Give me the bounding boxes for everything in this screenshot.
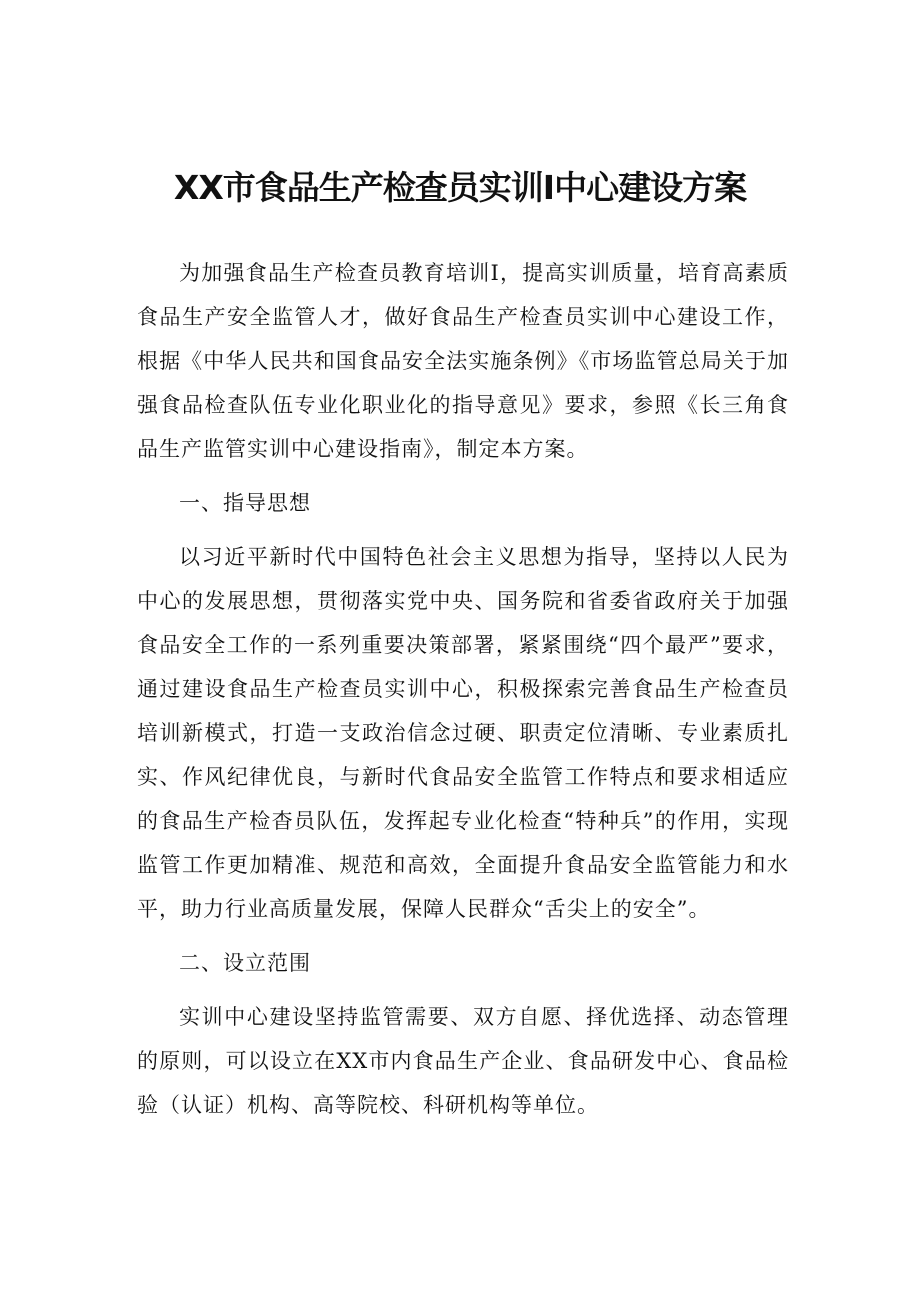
section-heading-guiding-ideology: 一、指导思想 [179,491,311,515]
section-heading-scope: 二、设立范围 [179,951,311,975]
document-body [137,251,789,1137]
document-title: XX市食品生产检查员实训I中心建设方案 [173,168,747,207]
scope-paragraph: 实训中心建设坚持监管需要、双方自愿、择优选择、动态管理的原则，可以设立在XX市内食品生产企业、食品研发中心、食品检验（认证）机构、高等院校、科研机构等单位。 [137,1005,789,1117]
guiding-ideology-paragraph: 以习近平新时代中国特色社会主义思想为指导，坚持以人民为中心的发展思想，贯彻落实党中央、国务院和省委省政府关于加强食品安全工作的一系列重要决策部署，紧紧围绕“四个最严”要求，通过建设食品生产检查员实训中心，积极探索完善食品生产检查员培训新模式，打造一支政治信念过硬、职责定位清晰、专业素质扎实、作风纪律优良，与新时代食品安全监管工作特点和要求相适应的食品生产检杳员队伍，发挥起专业化检查“特种兵”的作用，实现监管工作更加精准、规范和高效，全面提升食品安全监管能力和水平，助力行业高质量发展，保障人民群众“舌尖上的安全”。 [137,545,789,921]
intro-paragraph: 为加强食品生产检查员教育培训I，提高实训质量，培育高素质食品生产安全监管人才，做好食品生产检查员实训中心建设工作，根据《中华人民共和国食品安全法实施条例》《市场监管总局关于加强食品检查队伍专业化职业化的指导意见》要求，参照《长三角食品生产监管实训中心建设指南》，制定本方案。 [137,261,789,461]
